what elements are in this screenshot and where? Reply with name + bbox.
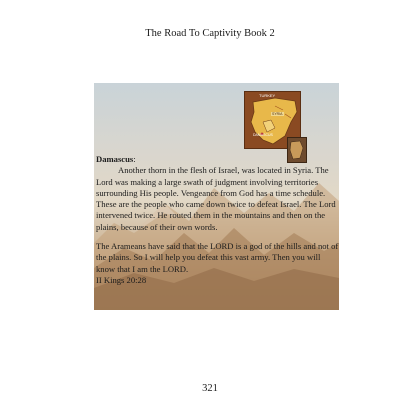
- map-label-top: TURKEY: [259, 93, 276, 98]
- page-number: 321: [202, 383, 218, 394]
- map-label-country: SYRIA: [272, 112, 283, 116]
- running-header: The Road To Captivity Book 2: [145, 28, 275, 39]
- section-heading: [96, 154, 340, 165]
- body-text: [96, 154, 340, 286]
- scripture-reference: II Kings 20:28: [96, 274, 147, 285]
- paragraph-1: Another thorn in the flesh of Israel, was located in Syria. The Lord was making a large swath of judgment involving territories surrounding His people. Vengeance from God has a time schedule. These are the people who came down twice to defeat Israel. The Lord intervened twice. He routed them in the mountains and then on the plains, because of their own words.: [96, 165, 336, 232]
- scripture-quote: The Arameans have said that the LORD is a god of the hills and not of the plains. So I will help you defeat this vast army. Then you will know that I am the LORD.: [96, 241, 339, 274]
- heading-colon: :: [133, 154, 136, 164]
- map-label-city: DAMASCUS: [253, 133, 273, 137]
- heading-text: Damascus: [96, 154, 134, 164]
- paragraph-gap: [96, 233, 340, 241]
